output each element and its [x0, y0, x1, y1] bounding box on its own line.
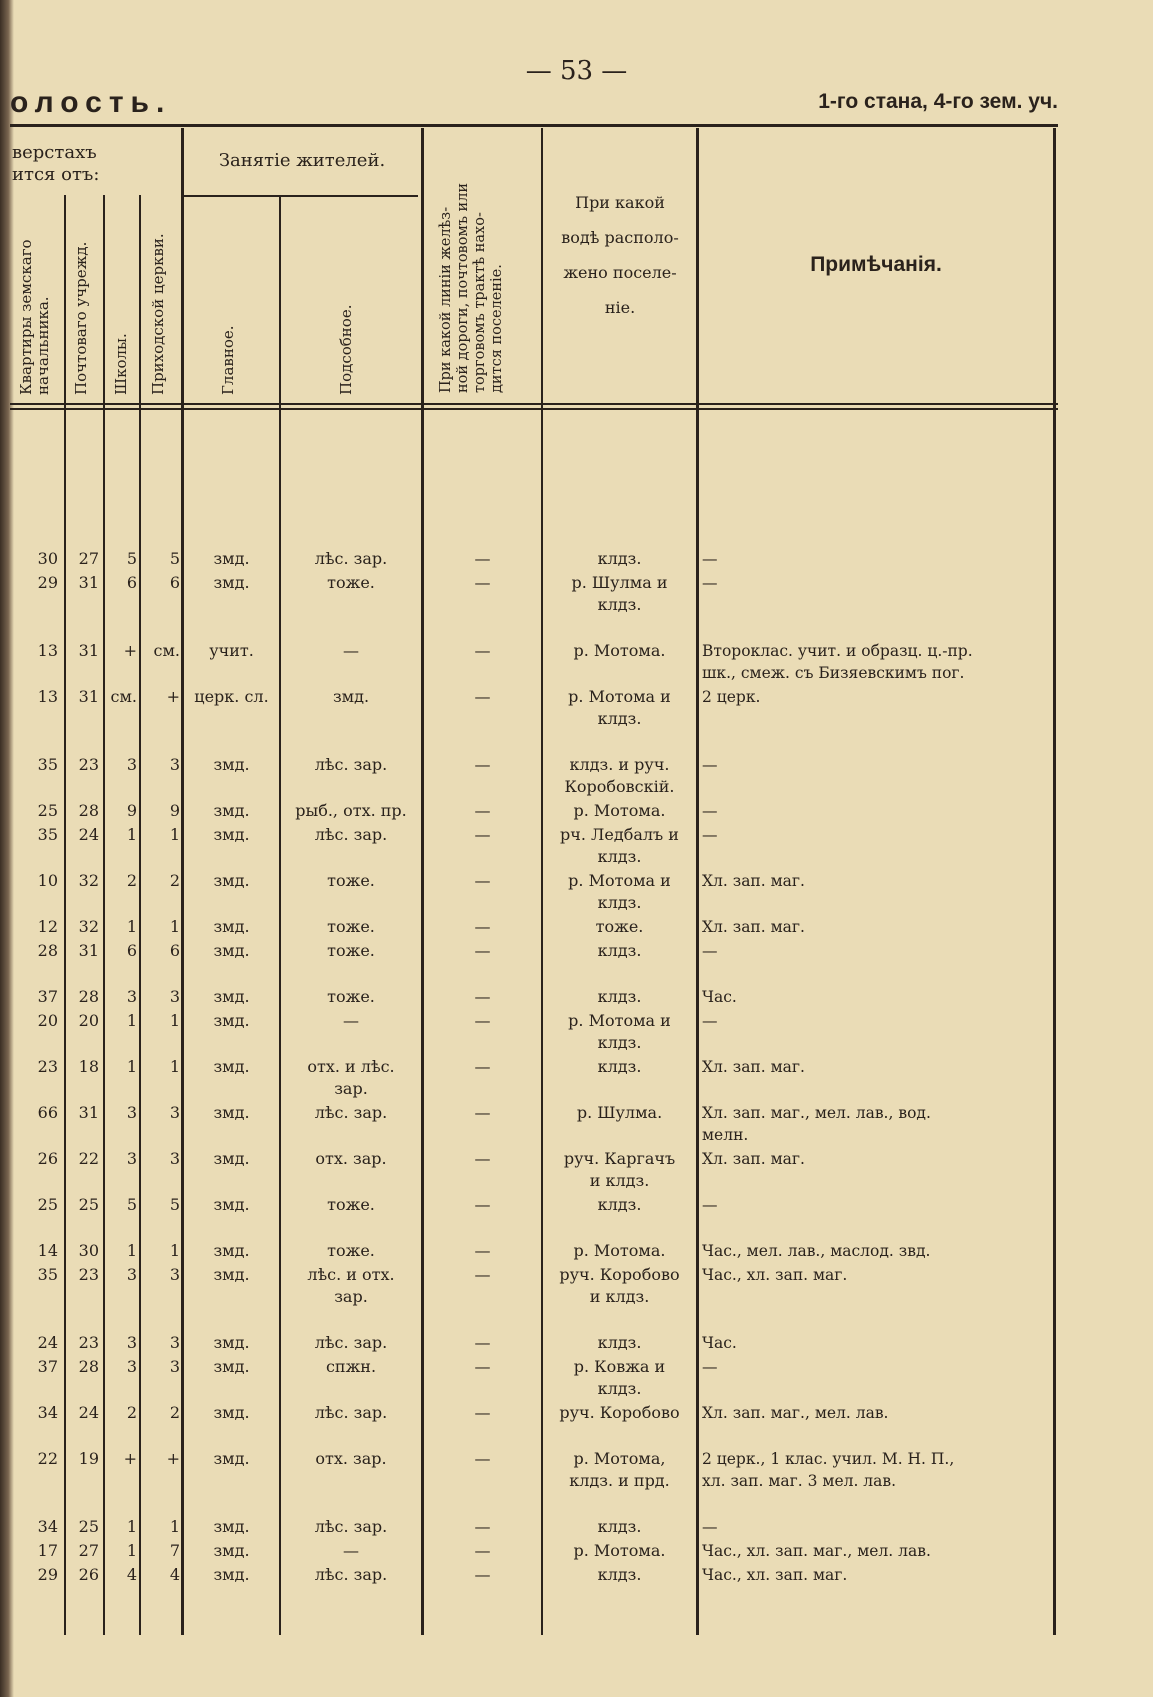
cell-notes: —: [702, 1012, 718, 1030]
cell-p: 28: [78, 987, 99, 1006]
cell-aux: тоже.: [327, 573, 375, 592]
cell-s: 3: [126, 755, 137, 774]
cell-notes: Второклас. учит. и образц. ц.-пр. шк., смеж. съ Бизяевскимъ пог.: [702, 642, 973, 682]
cell-rail: —: [474, 1565, 491, 1584]
cell-q: 66: [37, 1103, 58, 1122]
header-parish: Приходской церкви.: [149, 233, 167, 395]
cell-main: змд.: [213, 941, 250, 960]
cell-rail: —: [474, 871, 491, 890]
cell-s: 1: [126, 1057, 137, 1076]
cell-main: змд.: [213, 1565, 250, 1584]
cell-aux: тоже.: [327, 871, 375, 890]
cell-notes: —: [702, 1196, 718, 1214]
cell-c: 2: [169, 871, 180, 890]
cell-main: учит.: [209, 641, 254, 660]
cell-rail: —: [474, 941, 491, 960]
cell-notes: —: [702, 826, 718, 844]
cell-q: 13: [37, 687, 58, 706]
cell-q: 24: [37, 1333, 58, 1352]
cell-notes: —: [702, 942, 718, 960]
cell-s: 6: [126, 573, 137, 592]
cell-rail: —: [474, 1195, 491, 1214]
header-notes: Примѣчанія.: [810, 253, 942, 276]
cell-p: 23: [78, 755, 99, 774]
cell-aux: тоже.: [327, 1241, 375, 1260]
cell-p: 26: [78, 1565, 99, 1584]
cell-q: 35: [37, 825, 58, 844]
cell-c: 4: [169, 1565, 180, 1584]
header-main: Главное.: [219, 325, 237, 395]
cell-aux: лѣс. зар.: [314, 1103, 388, 1122]
header-quarters: Квартиры земскаго начальника.: [17, 239, 52, 395]
cell-water: р. Мотома.: [573, 801, 666, 820]
cell-notes: Хл. зап. маг.: [702, 918, 805, 936]
cell-q: 25: [37, 801, 58, 820]
cell-p: 23: [78, 1333, 99, 1352]
cell-rail: —: [474, 1449, 491, 1468]
cell-rail: —: [474, 1333, 491, 1352]
header-bottom-rule-2: [10, 408, 1058, 410]
cell-main: змд.: [213, 549, 250, 568]
cell-q: 29: [37, 1565, 58, 1584]
cell-water: клдз.: [597, 1517, 642, 1536]
cell-c: 3: [169, 1149, 180, 1168]
cell-water: р. Мотома и клдз.: [568, 871, 671, 912]
header-post: Почтоваго учрежд.: [72, 241, 90, 395]
cell-p: 25: [78, 1517, 99, 1536]
cell-main: змд.: [213, 1149, 250, 1168]
cell-p: 32: [78, 871, 99, 890]
cell-p: 31: [78, 573, 99, 592]
cell-notes: Час.: [702, 988, 737, 1006]
cell-aux: тоже.: [327, 941, 375, 960]
cell-c: 5: [169, 549, 180, 568]
cell-p: 19: [78, 1449, 99, 1468]
cell-rail: —: [474, 1149, 491, 1168]
cell-notes: —: [702, 550, 718, 568]
cell-c: 3: [169, 1103, 180, 1122]
cell-c: 3: [169, 1265, 180, 1284]
cell-c: 1: [169, 917, 180, 936]
cell-main: змд.: [213, 1103, 250, 1122]
cell-water: клдз.: [597, 1333, 642, 1352]
cell-main: змд.: [213, 1241, 250, 1260]
cell-s: 1: [126, 1241, 137, 1260]
cell-rail: —: [474, 549, 491, 568]
header-bottom-rule: [10, 403, 1058, 405]
cell-rail: —: [474, 1403, 491, 1422]
cell-p: 24: [78, 825, 99, 844]
cell-aux: спжн.: [325, 1357, 377, 1376]
cell-q: 35: [37, 1265, 58, 1284]
cell-notes: Час., мел. лав., маслод. звд.: [702, 1242, 931, 1260]
cell-rail: —: [474, 1517, 491, 1536]
cell-s: 3: [126, 1103, 137, 1122]
cell-water: клдз.: [597, 1565, 642, 1584]
cell-p: 25: [78, 1195, 99, 1214]
cell-q: 14: [37, 1241, 58, 1260]
cell-notes: —: [702, 802, 718, 820]
top-rule: [10, 124, 1058, 127]
cell-notes: —: [702, 756, 718, 774]
cell-rail: —: [474, 1241, 491, 1260]
cell-water: клдз.: [597, 941, 642, 960]
cell-q: 17: [37, 1541, 58, 1560]
cell-notes: Час.: [702, 1334, 737, 1352]
header-schools: Школы.: [112, 333, 130, 395]
cell-s: 3: [126, 1333, 137, 1352]
cell-water: р. Мотома, клдз. и прд.: [569, 1449, 670, 1490]
cell-c: +: [166, 687, 180, 706]
cell-water: р. Мотома.: [573, 641, 666, 660]
cell-water: клдз.: [597, 987, 642, 1006]
cell-water: р. Ковжа и клдз.: [573, 1357, 666, 1398]
cell-aux: лѣс. и отх. зар.: [307, 1265, 395, 1306]
cell-water: р. Мотома и клдз.: [568, 1011, 671, 1052]
cell-rail: —: [474, 641, 491, 660]
cell-aux: —: [343, 1541, 359, 1560]
cell-p: 24: [78, 1403, 99, 1422]
cell-notes: Хл. зап. маг., мел. лав., вод. мелн.: [702, 1104, 931, 1144]
cell-c: 1: [169, 1057, 180, 1076]
cell-p: 28: [78, 1357, 99, 1376]
cell-aux: рыб., отх. пр.: [295, 801, 407, 820]
cell-q: 37: [37, 987, 58, 1006]
cell-s: 3: [126, 1265, 137, 1284]
cell-c: 3: [169, 755, 180, 774]
cell-s: 1: [126, 1011, 137, 1030]
cell-rail: —: [474, 917, 491, 936]
cell-notes: Час., хл. зап. маг.: [702, 1266, 848, 1284]
cell-p: 32: [78, 917, 99, 936]
cell-c: 9: [169, 801, 180, 820]
cell-aux: лѣс. зар.: [314, 1517, 388, 1536]
cell-notes: Хл. зап. маг., мел. лав.: [702, 1404, 889, 1422]
cell-c: 3: [169, 1333, 180, 1352]
cell-aux: —: [343, 1011, 359, 1030]
cell-c: 6: [169, 573, 180, 592]
cell-q: 35: [37, 755, 58, 774]
cell-water: руч. Каргачъ и клдз.: [563, 1149, 676, 1190]
cell-p: 23: [78, 1265, 99, 1284]
cell-p: 22: [78, 1149, 99, 1168]
cell-water: клдз.: [597, 1057, 642, 1076]
cell-notes: Час., хл. зап. маг.: [702, 1566, 848, 1584]
cell-main: змд.: [213, 1195, 250, 1214]
cell-notes: 2 церк.: [702, 688, 761, 706]
cell-c: 2: [169, 1403, 180, 1422]
cell-notes: —: [702, 574, 718, 592]
cell-s: 3: [126, 1357, 137, 1376]
cell-water: р. Мотома.: [573, 1541, 666, 1560]
cell-main: змд.: [213, 1541, 250, 1560]
cell-p: 27: [78, 1541, 99, 1560]
cell-main: змд.: [213, 1449, 250, 1468]
occupation-group-header: Занятіе жителей.: [218, 150, 386, 171]
cell-main: змд.: [213, 573, 250, 592]
cell-c: 3: [169, 1357, 180, 1376]
cell-q: 34: [37, 1517, 58, 1536]
cell-c: +: [166, 1449, 180, 1468]
cell-aux: отх. зар.: [315, 1449, 387, 1468]
cell-main: змд.: [213, 1011, 250, 1030]
cell-q: 20: [37, 1011, 58, 1030]
header-water: При какой водѣ располо- жено поселе- ніе.: [561, 193, 679, 317]
cell-rail: —: [474, 1011, 491, 1030]
cell-c: 1: [169, 1011, 180, 1030]
cell-main: змд.: [213, 1265, 250, 1284]
cell-q: 23: [37, 1057, 58, 1076]
cell-rail: —: [474, 1541, 491, 1560]
cell-water: тоже.: [595, 917, 644, 936]
cell-s: 5: [126, 549, 137, 568]
cell-c: 1: [169, 1241, 180, 1260]
book-spine: [0, 0, 14, 1697]
cell-s: 1: [126, 825, 137, 844]
cell-p: 27: [78, 549, 99, 568]
cell-rail: —: [474, 687, 491, 706]
cell-water: клдз.: [597, 549, 642, 568]
cell-p: 30: [78, 1241, 99, 1260]
cell-water: руч. Коробово: [559, 1403, 680, 1422]
cell-rail: —: [474, 755, 491, 774]
header-volost: олость.: [10, 86, 172, 119]
cell-rail: —: [474, 1357, 491, 1376]
cell-main: змд.: [213, 825, 250, 844]
cell-main: церк. сл.: [194, 687, 269, 706]
cell-aux: лѣс. зар.: [314, 549, 388, 568]
occupation-group-rule: [182, 195, 418, 197]
cell-aux: тоже.: [327, 917, 375, 936]
cell-rail: —: [474, 573, 491, 592]
cell-q: 22: [37, 1449, 58, 1468]
cell-q: 30: [37, 549, 58, 568]
cell-main: змд.: [213, 987, 250, 1006]
cell-aux: отх. зар.: [315, 1149, 387, 1168]
cell-water: р. Шулма.: [576, 1103, 663, 1122]
cell-notes: Хл. зап. маг.: [702, 872, 805, 890]
cell-s: 1: [126, 1541, 137, 1560]
cell-p: 18: [78, 1057, 99, 1076]
cell-s: 4: [126, 1565, 137, 1584]
cell-water: рч. Ледбалъ и клдз.: [560, 825, 679, 866]
cell-rail: —: [474, 1057, 491, 1076]
cell-notes: Час., хл. зап. маг., мел. лав.: [702, 1542, 931, 1560]
cell-p: 31: [78, 641, 99, 660]
cell-q: 28: [37, 941, 58, 960]
cell-aux: тоже.: [327, 987, 375, 1006]
header-railway: При какой линіи желѣз- ной дороги, почтовомъ или торговомъ трактѣ нахо- дится поселеніе.: [438, 182, 505, 393]
cell-notes: Хл. зап. маг.: [702, 1058, 805, 1076]
cell-notes: —: [702, 1518, 718, 1536]
cell-aux: —: [343, 641, 359, 660]
cell-s: см.: [110, 687, 137, 706]
cell-aux: змд.: [332, 687, 370, 706]
cell-s: 2: [126, 1403, 137, 1422]
cell-c: 7: [169, 1541, 180, 1560]
cell-q: 34: [37, 1403, 58, 1422]
cell-rail: —: [474, 801, 491, 820]
header-district: 1-го стана, 4-го зем. уч.: [818, 90, 1058, 113]
cell-notes: Хл. зап. маг.: [702, 1150, 805, 1168]
header-auxiliary: Подсобное.: [337, 304, 355, 395]
cell-s: 1: [126, 917, 137, 936]
cell-main: змд.: [213, 1057, 250, 1076]
cell-main: змд.: [213, 1403, 250, 1422]
cell-rail: —: [474, 1103, 491, 1122]
cell-q: 29: [37, 573, 58, 592]
cell-s: +: [123, 641, 137, 660]
cell-p: 31: [78, 687, 99, 706]
cell-aux: лѣс. зар.: [314, 755, 388, 774]
cell-aux: лѣс. зар.: [314, 1333, 388, 1352]
cell-rail: —: [474, 987, 491, 1006]
cell-water: клдз. и руч. Коробовскій.: [564, 755, 675, 796]
cell-notes: —: [702, 1358, 718, 1376]
cell-s: 1: [126, 1517, 137, 1536]
cell-s: 6: [126, 941, 137, 960]
cell-p: 31: [78, 1103, 99, 1122]
cell-s: 3: [126, 987, 137, 1006]
cell-water: р. Шулма и клдз.: [571, 573, 668, 614]
cell-c: 5: [169, 1195, 180, 1214]
cell-q: 37: [37, 1357, 58, 1376]
cell-water: руч. Коробово и клдз.: [559, 1265, 680, 1306]
cell-s: 2: [126, 871, 137, 890]
cell-s: +: [123, 1449, 137, 1468]
cell-aux: лѣс. зар.: [314, 1403, 388, 1422]
cell-s: 9: [126, 801, 137, 820]
cell-c: 3: [169, 987, 180, 1006]
cell-rail: —: [474, 825, 491, 844]
cell-rail: —: [474, 1265, 491, 1284]
cell-c: 6: [169, 941, 180, 960]
cell-main: змд.: [213, 871, 250, 890]
page-number: — 53 —: [525, 56, 628, 86]
cell-q: 13: [37, 641, 58, 660]
cell-aux: лѣс. зар.: [314, 825, 388, 844]
cell-aux: лѣс. зар.: [314, 1565, 388, 1584]
cell-s: 5: [126, 1195, 137, 1214]
cell-main: змд.: [213, 917, 250, 936]
cell-notes: 2 церк., 1 клас. учил. М. Н. П., хл. зап. маг. 3 мел. лав.: [702, 1450, 955, 1490]
cell-main: змд.: [213, 1357, 250, 1376]
cell-main: змд.: [213, 1517, 250, 1536]
cell-p: 31: [78, 941, 99, 960]
cell-water: клдз.: [597, 1195, 642, 1214]
cell-q: 10: [37, 871, 58, 890]
cell-c: см.: [153, 641, 180, 660]
cell-q: 26: [37, 1149, 58, 1168]
cell-aux: тоже.: [327, 1195, 375, 1214]
cell-main: змд.: [213, 755, 250, 774]
cell-s: 3: [126, 1149, 137, 1168]
cell-p: 20: [78, 1011, 99, 1030]
cell-c: 1: [169, 825, 180, 844]
col-divider: [696, 128, 699, 1635]
cell-main: змд.: [213, 801, 250, 820]
cell-p: 28: [78, 801, 99, 820]
cell-main: змд.: [213, 1333, 250, 1352]
distance-group-header: верстахъ ится отъ:: [12, 142, 100, 185]
cell-aux: отх. и лѣс. зар.: [307, 1057, 395, 1098]
cell-q: 25: [37, 1195, 58, 1214]
cell-water: р. Мотома.: [573, 1241, 666, 1260]
cell-c: 1: [169, 1517, 180, 1536]
cell-water: р. Мотома и клдз.: [568, 687, 671, 728]
cell-q: 12: [37, 917, 58, 936]
